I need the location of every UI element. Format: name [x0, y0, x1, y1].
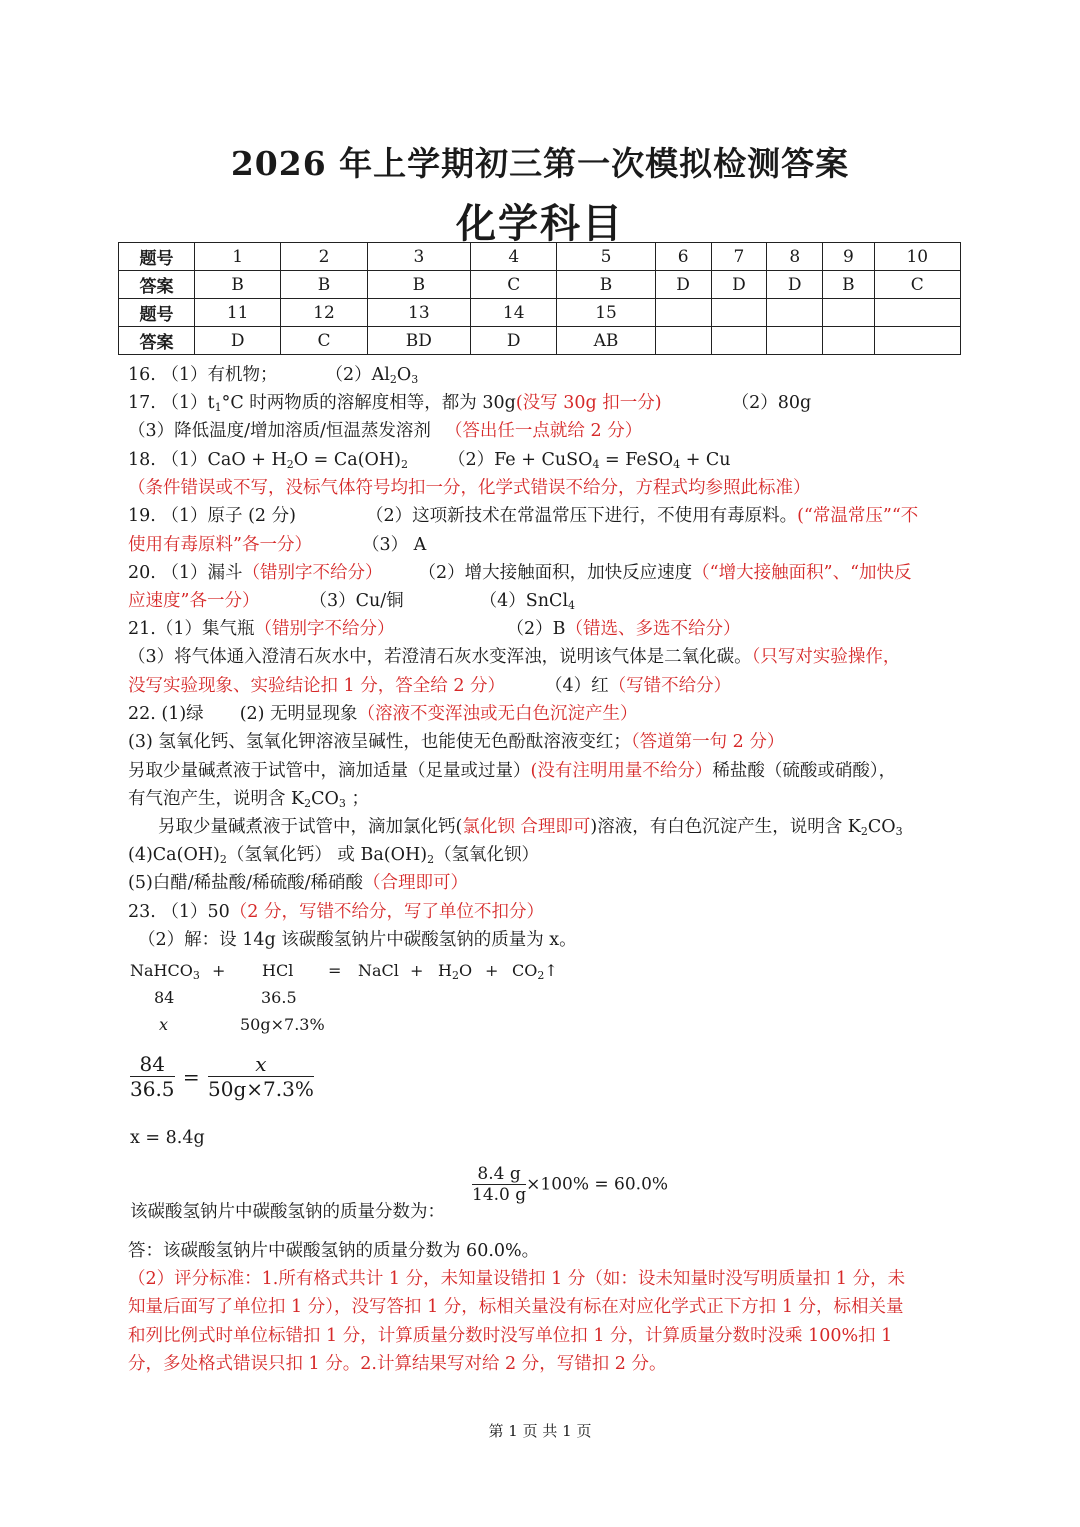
molar-mass-hcl: 36.5	[261, 988, 297, 1007]
q21-line-2: （3）将气体通入澄清石灰水中，若澄清石灰水变浑浊，说明该气体是二氧化碳。（只写对实验操作，	[128, 647, 901, 667]
table-cell: 3	[367, 243, 470, 271]
table-cell: B	[281, 271, 367, 299]
table-cell: D	[655, 271, 711, 299]
table-cell: D	[471, 327, 557, 355]
table-cell	[711, 327, 767, 355]
scoring-line-3: 和列比例式时单位标错扣 1 分，计算质量分数时没写单位扣 1 分，计算质量分数时没乘 100%扣 1	[128, 1326, 893, 1346]
row-header: 题号	[119, 243, 195, 271]
fraction-label: 该碳酸氢钠片中碳酸氢钠的质量分数为：	[130, 1202, 445, 1222]
table-cell	[823, 299, 874, 327]
q17-line-2: （3）降低温度/增加溶质/恒温蒸发溶剂 （答出任一点就给 2 分）	[128, 421, 643, 441]
table-cell: C	[471, 271, 557, 299]
table-row	[119, 327, 961, 355]
table-cell	[767, 327, 823, 355]
q22-line-7: (5)白醋/稀盐酸/稀硫酸/稀硝酸（合理即可）	[128, 873, 468, 893]
molar-mass-nahco3: 84	[154, 988, 175, 1007]
table-cell: 9	[823, 243, 874, 271]
table-row	[119, 271, 961, 299]
x-result: x = 8.4g	[130, 1128, 205, 1148]
q16-line: 16. （1）有机物； $(2)Al_2O_3$	[128, 365, 419, 386]
table-cell: BD	[367, 327, 470, 355]
table-cell	[874, 327, 960, 355]
table-cell	[655, 299, 711, 327]
hcl-mass: 50g×7.3%	[240, 1015, 325, 1034]
table-cell: 7	[711, 243, 767, 271]
final-answer: 答：该碳酸氢钠片中碳酸氢钠的质量分数为 60.0%。	[128, 1241, 540, 1261]
q18-line-1: 18. $(1)CaO + H_2O = Ca(OH)_2$ （2）Fe + CuSO$_4$ = FeSO$_4$ + Cu	[128, 450, 731, 471]
q17-line-1: 17. $(1)t_1^\circ C$ 时两物质的溶解度相等，都为 30g(没写 30g 扣一分) （2）80g	[128, 393, 812, 414]
mass-fraction-calc: $\frac{8.4 g}{14.0 g}$ ×100% = 60.0%	[472, 1164, 669, 1205]
table-cell: B	[195, 271, 281, 299]
table-cell: 8	[767, 243, 823, 271]
q22-line-2: (3) 氢氧化钙、氢氧化钾溶液呈碱性，也能使无色酚酞溶液变红；（答道第一句 2 分）	[128, 732, 785, 752]
table-cell: AB	[557, 327, 655, 355]
table-cell	[655, 327, 711, 355]
q19-line-1: 19. （1）原子 (2 分) （2）这项新技术在常温常压下进行，不使用有毒原料。(“常温常压”“不	[128, 506, 919, 526]
row-header: 题号	[119, 299, 195, 327]
table-cell: 5	[557, 243, 655, 271]
q22-line-3: 另取少量碱煮液于试管中，滴加适量（足量或过量）(没有注明用量不给分）稀盐酸（硫酸或硝酸），	[128, 761, 897, 781]
table-cell: B	[823, 271, 874, 299]
table-cell: C	[281, 327, 367, 355]
table-cell: 11	[195, 299, 281, 327]
table-cell: 14	[471, 299, 557, 327]
scoring-line-4: 分，多处格式错误只扣 1 分。2.计算结果写对给 2 分，写错扣 2 分。	[128, 1354, 667, 1374]
table-cell: D	[195, 327, 281, 355]
q23-line-1: 23. （1）50（2 分，写错不给分，写了单位不扣分）	[128, 902, 544, 922]
answer-table	[118, 242, 961, 355]
table-cell	[823, 327, 874, 355]
q19-line-2: 使用有毒原料”各一分） （3） A	[128, 535, 427, 555]
page-title: 2026 年上学期初三第一次模拟检测答案	[230, 144, 850, 183]
table-row	[119, 243, 961, 271]
table-cell: 15	[557, 299, 655, 327]
table-cell: 2	[281, 243, 367, 271]
table-cell	[767, 299, 823, 327]
page-footer: 第 1 页 共 1 页	[488, 1422, 592, 1440]
table-cell: D	[767, 271, 823, 299]
unknown-x: x	[159, 1015, 169, 1034]
table-cell: C	[874, 271, 960, 299]
reaction-equation: NaHCO$_3$ + HCl = NaCl + $H_2O$ + $CO_2↑$	[130, 961, 558, 982]
table-row	[119, 299, 961, 327]
scoring-line-1: （2）评分标准：1.所有格式共计 1 分，未知量设错扣 1 分（如：设未知量时没写明质量扣 1 分，未	[128, 1269, 906, 1289]
scoring-line-2: 知量后面写了单位扣 1 分），没写答扣 1 分，标相关量没有标在对应化学式正下方扣 1 分，标相关量	[128, 1297, 904, 1317]
table-cell: 1	[195, 243, 281, 271]
subject-title: 化学科目	[456, 200, 624, 247]
q22-line-6: $(4)Ca(OH)_2$（氢氧化钙） 或 $Ba(OH)_2$（氢氧化钡）	[128, 845, 540, 866]
q18-line-2: （条件错误或不写，没标气体符号均扣一分，化学式错误不给分，方程式均参照此标准）	[128, 478, 811, 498]
q20-line-1: 20. （1）漏斗（错别字不给分） （2）增大接触面积，加快反应速度（“增大接触面积”、“加快反	[128, 563, 912, 583]
table-cell: B	[557, 271, 655, 299]
table-cell: 6	[655, 243, 711, 271]
table-cell: B	[367, 271, 470, 299]
q23-line-2: （2）解：设 14g 该碳酸氢钠片中碳酸氢钠的质量为 x。	[138, 930, 577, 950]
table-cell	[874, 299, 960, 327]
q22-line-5: 另取少量碱煮液于试管中，滴加氯化钙(氯化钡 合理即可)溶液，有白色沉淀产生，说明含 $K_2CO_3$	[158, 817, 903, 838]
table-cell: 12	[281, 299, 367, 327]
q20-line-2: 应速度”各一分） （3）Cu/铜 （4）SnCl$_4$	[128, 591, 576, 612]
table-cell: D	[711, 271, 767, 299]
q22-line-4: 有气泡产生，说明含 $K_2CO_3$ ；	[128, 789, 369, 810]
table-cell: 4	[471, 243, 557, 271]
table-cell: 13	[367, 299, 470, 327]
row-header: 答案	[119, 327, 195, 355]
q21-line-1: 21.（1）集气瓶（错别字不给分） （2）B（错选、多选不给分）	[128, 619, 741, 639]
row-header: 答案	[119, 271, 195, 299]
q22-line-1: 22. (1)绿 (2) 无明显现象（溶液不变浑浊或无白色沉淀产生）	[128, 704, 638, 724]
q21-line-3: 没写实验现象、实验结论扣 1 分，答全给 2 分） （4）红（写错不给分）	[128, 676, 732, 696]
table-cell: 10	[874, 243, 960, 271]
table-cell	[711, 299, 767, 327]
proportion-equation: $\frac{84}{36.5}$ = $\frac{x}{50g\times 7.3\%}$	[130, 1052, 314, 1101]
